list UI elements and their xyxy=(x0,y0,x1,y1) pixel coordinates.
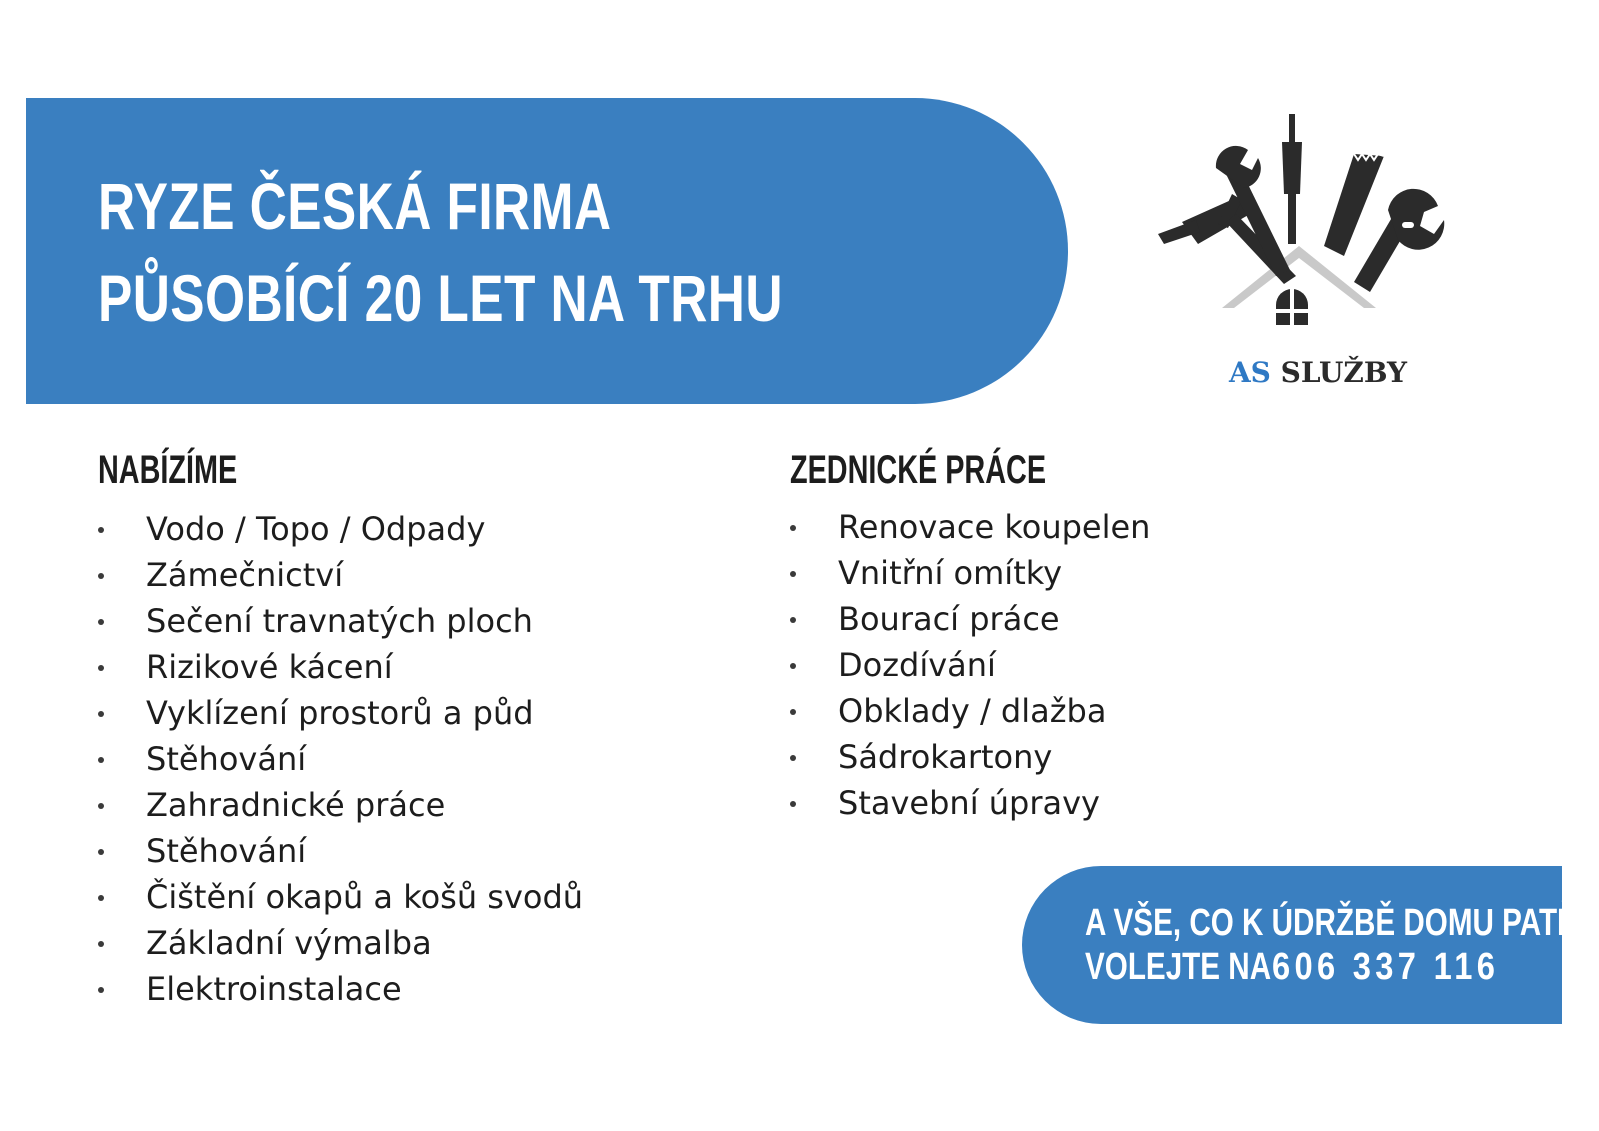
headline xyxy=(98,160,783,344)
bullet-icon xyxy=(790,801,796,807)
list-item: Čištění okapů a košů svodů xyxy=(98,874,583,920)
list-item: Bourací práce xyxy=(790,596,1150,642)
masonry-title: ZEDNICKÉ PRÁCE xyxy=(790,448,1047,492)
headline-line-2: PŮSOBÍCÍ 20 LET NA TRHU xyxy=(98,261,783,335)
bullet-icon xyxy=(790,755,796,761)
bullet-icon xyxy=(790,571,796,577)
bullet-icon xyxy=(98,619,104,625)
bullet-icon xyxy=(98,527,104,533)
logo-name: SLUŽBY xyxy=(1280,356,1408,389)
list-item: Zahradnické práce xyxy=(98,782,583,828)
saw-icon xyxy=(1324,154,1384,256)
list-item: Stavební úpravy xyxy=(790,780,1150,826)
list-item: Dozdívání xyxy=(790,642,1150,688)
list-item: Renovace koupelen xyxy=(790,504,1150,550)
phone-number[interactable]: 606 337 116 xyxy=(1272,946,1500,988)
list-item: Vnitřní omítky xyxy=(790,550,1150,596)
contact-banner xyxy=(1022,866,1587,1024)
masonry-list xyxy=(790,504,1150,826)
list-item: Obklady / dlažba xyxy=(790,688,1150,734)
logo-prefix: AS xyxy=(1228,356,1271,389)
screwdriver-icon xyxy=(1282,114,1302,244)
list-item: Základní výmalba xyxy=(98,920,583,966)
list-item: Rizikové kácení xyxy=(98,644,583,690)
logo-wordmark xyxy=(1158,356,1478,389)
bullet-icon xyxy=(98,757,104,763)
cta-tagline: A VŠE, CO K ÚDRŽBĚ DOMU PATŘÍ xyxy=(1085,902,1587,944)
window-icon xyxy=(1276,288,1308,326)
bullet-icon xyxy=(790,525,796,531)
list-item: Vodo / Topo / Odpady xyxy=(98,506,583,552)
bullet-icon xyxy=(98,849,104,855)
bullet-icon xyxy=(790,709,796,715)
bullet-icon xyxy=(98,941,104,947)
cta-call-label: VOLEJTE NA xyxy=(1085,946,1272,988)
list-item: Sádrokartony xyxy=(790,734,1150,780)
headline-line-1: RYZE ČESKÁ FIRMA xyxy=(98,169,612,243)
tools-house-icon xyxy=(1158,110,1478,350)
offer-title: NABÍZÍME xyxy=(98,448,238,492)
bullet-icon xyxy=(790,617,796,623)
bullet-icon xyxy=(98,711,104,717)
list-item: Stěhování xyxy=(98,828,583,874)
bullet-icon xyxy=(98,573,104,579)
list-item: Stěhování xyxy=(98,736,583,782)
bullet-icon xyxy=(98,895,104,901)
bullet-icon xyxy=(98,665,104,671)
bullet-icon xyxy=(98,803,104,809)
list-item: Sečení travnatých ploch xyxy=(98,598,583,644)
bullet-icon xyxy=(98,987,104,993)
offer-list xyxy=(98,506,583,1012)
adjustable-wrench-icon xyxy=(1354,189,1444,292)
bullet-icon xyxy=(790,663,796,669)
list-item: Zámečnictví xyxy=(98,552,583,598)
company-logo xyxy=(1158,110,1478,400)
list-item: Elektroinstalace xyxy=(98,966,583,1012)
list-item: Vyklízení prostorů a půd xyxy=(98,690,583,736)
